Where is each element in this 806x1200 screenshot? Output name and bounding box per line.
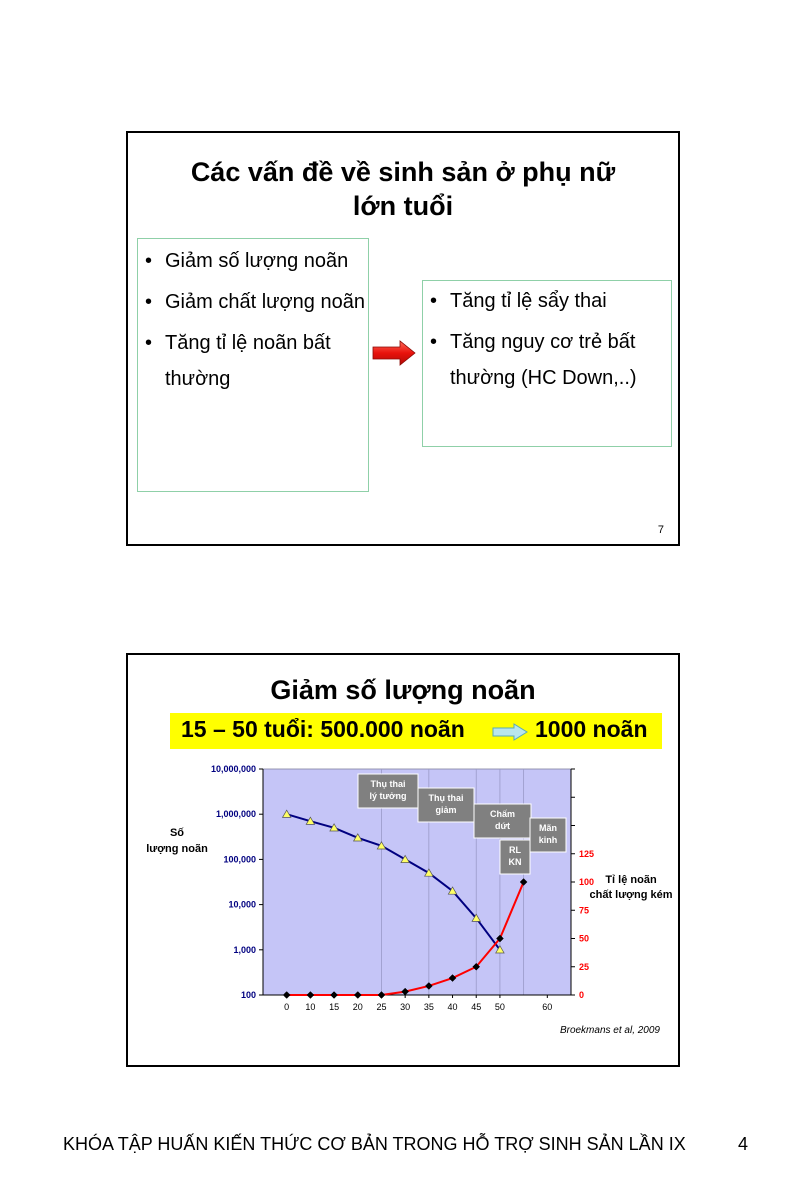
x-tick-label: 10 bbox=[305, 1002, 316, 1012]
right-arrow-icon bbox=[492, 724, 528, 740]
phase-label: Mãn kinh bbox=[538, 823, 558, 845]
y-tick-label: 100,000 bbox=[223, 854, 256, 865]
slide-1-title bbox=[128, 155, 678, 223]
x-tick-label: 45 bbox=[471, 1002, 482, 1012]
consequence-item: • Tăng tỉ lệ sẩy thai bbox=[423, 283, 671, 319]
x-tick-label: 35 bbox=[423, 1002, 434, 1012]
consequences-box bbox=[422, 280, 672, 447]
y2-tick-label: 50 bbox=[579, 933, 590, 944]
slide-2-title: Giảm số lượng noãn bbox=[270, 675, 536, 705]
causes-box bbox=[137, 238, 369, 492]
y-tick-label: 10,000 bbox=[228, 899, 256, 910]
slide-1-title-line-1: Các vấn đề về sinh sản ở phụ nữ bbox=[190, 157, 616, 187]
slide-2 bbox=[126, 653, 680, 1067]
footer-page-number: 4 bbox=[738, 1134, 749, 1154]
y-axis-label bbox=[146, 827, 208, 855]
y2-axis-label-text: Tỉ lệ noãn chất lượng kém bbox=[589, 874, 673, 901]
x-tick-label: 30 bbox=[400, 1002, 411, 1012]
x-tick-label: 40 bbox=[447, 1002, 458, 1012]
highlight-right-text: 1000 noãn bbox=[535, 716, 648, 742]
phase-label: RL KN bbox=[508, 845, 522, 867]
highlight-left-text: 15 – 50 tuổi: 500.000 noãn bbox=[181, 716, 465, 742]
y2-tick-label: 75 bbox=[579, 905, 590, 916]
y-tick-label: 100 bbox=[240, 990, 256, 1000]
phase-label: Thụ thai lý tưởng bbox=[369, 779, 407, 801]
cause-item: • Giảm chất lượng noãn bbox=[138, 284, 368, 320]
slide-number: 7 bbox=[657, 524, 664, 536]
y2-tick-label: 125 bbox=[579, 848, 595, 859]
y-tick-label: 1,000,000 bbox=[215, 809, 256, 820]
x-tick-label: 50 bbox=[494, 1002, 505, 1012]
cause-item: • Tăng tỉ lệ noãn bất thường bbox=[138, 325, 368, 397]
y2-tick-label: 25 bbox=[579, 961, 590, 972]
x-tick-label: 25 bbox=[376, 1002, 387, 1012]
y-tick-label: 10,000,000 bbox=[210, 764, 256, 774]
y2-tick-label: 100 bbox=[579, 877, 595, 887]
y-axis-label-text: Số lượng noãn bbox=[146, 827, 208, 855]
y-tick-label: 1,000 bbox=[233, 944, 256, 955]
slide-1 bbox=[126, 131, 680, 546]
x-tick-label: 15 bbox=[329, 1002, 340, 1012]
y2-axis-label bbox=[589, 874, 672, 901]
consequence-item: • Tăng nguy cơ trẻ bất thường (HC Down,..) bbox=[423, 324, 671, 396]
chart-source: Broekmans et al, 2009 bbox=[559, 1025, 660, 1036]
x-tick-label: 0 bbox=[284, 1002, 290, 1012]
phase-label: Chấm dứt bbox=[489, 809, 516, 831]
slide-1-title-line-2: lớn tuổi bbox=[352, 191, 454, 221]
x-tick-label: 60 bbox=[542, 1002, 553, 1012]
x-tick-label: 20 bbox=[352, 1002, 363, 1012]
footer-text: KHÓA TẬP HUẤN KIẾN THỨC CƠ BẢN TRONG HỖ TRỢ SINH SẢN LẦN IX bbox=[63, 1134, 686, 1154]
highlight-banner bbox=[170, 713, 662, 749]
phase-label: Thụ thai giảm bbox=[428, 793, 464, 815]
y2-tick-label: 0 bbox=[579, 990, 585, 1000]
right-arrow-icon bbox=[372, 340, 416, 366]
cause-item: • Giảm số lượng noãn bbox=[138, 243, 368, 279]
oocyte-chart bbox=[146, 757, 673, 1027]
